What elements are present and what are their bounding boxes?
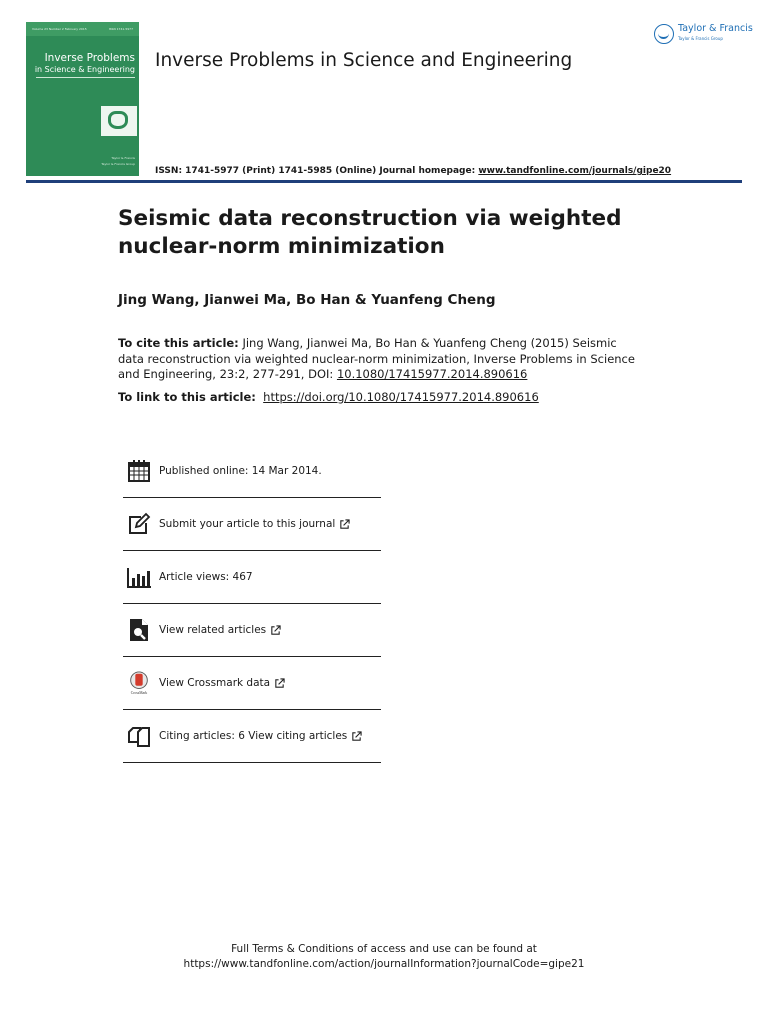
bar-chart-icon xyxy=(127,565,151,589)
citing-articles-link[interactable] xyxy=(159,730,362,742)
submit-article-label: Submit your article to this journal xyxy=(159,518,336,530)
issn-text: ISSN: 1741-5977 (Print) 1741-5985 (Online) Journal homepage: xyxy=(155,166,479,176)
citing-articles-item[interactable] xyxy=(123,710,381,763)
terms-footer-url[interactable]: https://www.tandfonline.com/action/journalInformation?journalCode=gipe21 xyxy=(183,958,585,970)
crossmark-badge-text: CrossMark xyxy=(130,691,148,695)
cover-rule xyxy=(36,77,135,78)
cover-strip-left: Volume 23 Number 2 February 2015 xyxy=(32,27,87,31)
external-link-icon xyxy=(339,519,350,530)
cover-publisher-group: Taylor & Francis Group xyxy=(101,162,135,166)
cover-strip-right: ISSN 1741-5977 xyxy=(108,27,133,31)
article-views-text: Article views: 467 xyxy=(159,571,253,583)
citing-documents-icon xyxy=(127,724,151,748)
citation-block xyxy=(118,336,638,383)
terms-footer xyxy=(0,942,768,972)
publisher-group: Taylor & Francis Group xyxy=(678,36,723,41)
related-articles-item[interactable] xyxy=(123,604,381,657)
submit-article-item[interactable] xyxy=(123,498,381,551)
article-title: Seismic data reconstruction via weighted nuclear-norm minimization xyxy=(118,206,622,259)
calendar-icon xyxy=(127,459,151,483)
article-link-label: To link to this article: xyxy=(118,390,256,404)
issn-line xyxy=(155,166,671,176)
related-articles-label: View related articles xyxy=(159,624,267,636)
published-online-item xyxy=(123,445,381,498)
citation-text: Jing Wang, Jianwei Ma, Bo Han & Yuanfeng Cheng (2015) Seismic data reconstruction via weighted nuclear-norm minimization, Inverse Problems in Science and Engineering, 23:2, 277-291, DOI: xyxy=(118,336,635,381)
cover-publisher: Taylor & Francis xyxy=(111,156,135,160)
journal-homepage-link[interactable]: www.tandfonline.com/journals/gipe20 xyxy=(478,166,672,176)
crossmark-item[interactable] xyxy=(123,657,381,710)
document-search-icon xyxy=(127,618,151,642)
article-doi-link[interactable]: https://doi.org/10.1080/17415977.2014.890616 xyxy=(263,390,539,404)
crossmark-link[interactable] xyxy=(159,677,285,689)
cover-strip xyxy=(26,22,139,36)
article-link-line xyxy=(118,390,539,404)
journal-cover xyxy=(26,22,139,176)
crossmark-label: View Crossmark data xyxy=(159,677,271,689)
cover-subtitle: in Science & Engineering xyxy=(34,65,135,74)
terms-footer-line1: Full Terms & Conditions of access and use can be found at xyxy=(231,943,537,955)
article-views-item xyxy=(123,551,381,604)
publisher-logo[interactable] xyxy=(654,22,754,48)
submit-article-link[interactable] xyxy=(159,518,350,530)
crossmark-icon xyxy=(127,671,151,695)
cover-title: Inverse Problems xyxy=(44,52,135,64)
published-online-text: Published online: 14 Mar 2014. xyxy=(159,465,322,477)
article-meta-list xyxy=(123,445,381,763)
cover-emblem-icon xyxy=(101,106,137,136)
related-articles-link[interactable] xyxy=(159,624,281,636)
external-link-icon xyxy=(351,731,362,742)
edit-icon xyxy=(127,512,151,536)
publisher-logo-icon xyxy=(654,24,674,44)
journal-title: Inverse Problems in Science and Engineering xyxy=(155,50,573,71)
citation-doi-link[interactable]: 10.1080/17415977.2014.890616 xyxy=(336,367,528,381)
citing-articles-label: Citing articles: 6 View citing articles xyxy=(159,730,348,742)
header-divider xyxy=(26,180,742,183)
external-link-icon xyxy=(270,625,281,636)
citation-label: To cite this article: xyxy=(118,336,239,350)
article-authors: Jing Wang, Jianwei Ma, Bo Han & Yuanfeng Cheng xyxy=(118,292,496,308)
publisher-name: Taylor & Francis xyxy=(678,23,753,34)
external-link-icon xyxy=(274,678,285,689)
